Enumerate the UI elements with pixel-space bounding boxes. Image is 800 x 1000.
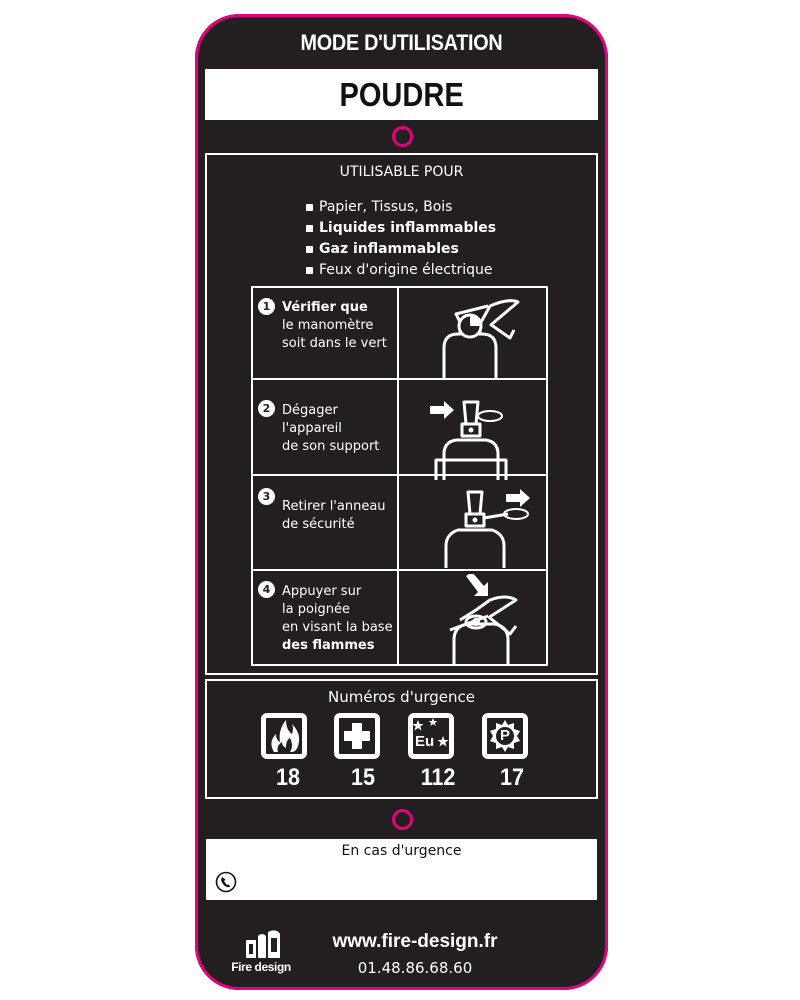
step-text: Appuyer sur la poignée en visant la base des flammes bbox=[282, 584, 393, 653]
extinguisher-type-box bbox=[205, 69, 598, 120]
list-item: Papier, Tissus, Bois bbox=[306, 197, 496, 218]
emergency-notes-box bbox=[206, 839, 597, 900]
step-text: Dégager l'appareil de son support bbox=[282, 403, 380, 454]
brand-name: Fire design bbox=[231, 960, 291, 974]
list-item: Gaz inflammables bbox=[306, 239, 496, 260]
step-text: Vérifier que le manomètre soit dans le vert bbox=[282, 300, 387, 351]
list-item: Feux d'origine électrique bbox=[306, 260, 496, 281]
medical-cross-icon bbox=[334, 713, 380, 759]
phone-number: 01.48.86.68.60 bbox=[357, 959, 473, 977]
telephone-icon bbox=[215, 871, 237, 893]
mounting-ring-bottom bbox=[392, 809, 413, 830]
list-item: Liquides inflammables bbox=[306, 218, 496, 239]
squeeze-handle-icon bbox=[440, 574, 540, 666]
pressure-gauge-check-icon bbox=[430, 294, 530, 378]
emergency-number: 15 bbox=[350, 764, 376, 791]
police-icon bbox=[482, 713, 528, 759]
fire-design-logo-icon bbox=[244, 928, 282, 960]
step-number: 3 bbox=[258, 488, 275, 505]
step-number: 1 bbox=[258, 298, 275, 315]
step-number: 4 bbox=[258, 581, 275, 598]
steps-divider bbox=[397, 286, 399, 666]
page-title: MODE D'UTILISATION bbox=[300, 30, 503, 55]
emergency-number: 112 bbox=[420, 764, 456, 791]
fire-brigade-icon bbox=[261, 713, 307, 759]
step-number: 2 bbox=[258, 400, 275, 417]
usage-heading: UTILISABLE POUR bbox=[339, 164, 464, 180]
mounting-ring-top bbox=[392, 126, 413, 147]
emergency-heading: Numéros d'urgence bbox=[328, 688, 475, 706]
extinguisher-type: POUDRE bbox=[339, 75, 464, 113]
steps-row-divider bbox=[251, 378, 548, 380]
pull-safety-pin-icon bbox=[440, 488, 540, 568]
remove-from-bracket-icon bbox=[426, 396, 536, 480]
usage-list bbox=[306, 197, 496, 281]
badge-text: P bbox=[499, 727, 510, 744]
emergency-number: 18 bbox=[275, 764, 301, 791]
badge-text: Eu bbox=[415, 733, 435, 750]
steps-row-divider bbox=[251, 569, 548, 571]
european-emergency-icon bbox=[408, 713, 454, 759]
website-link[interactable]: www.fire-design.fr bbox=[332, 931, 498, 952]
emergency-notes-label: En cas d'urgence bbox=[341, 843, 462, 859]
emergency-number: 17 bbox=[499, 764, 525, 791]
step-text: Retirer l'anneau de sécurité bbox=[282, 499, 386, 532]
